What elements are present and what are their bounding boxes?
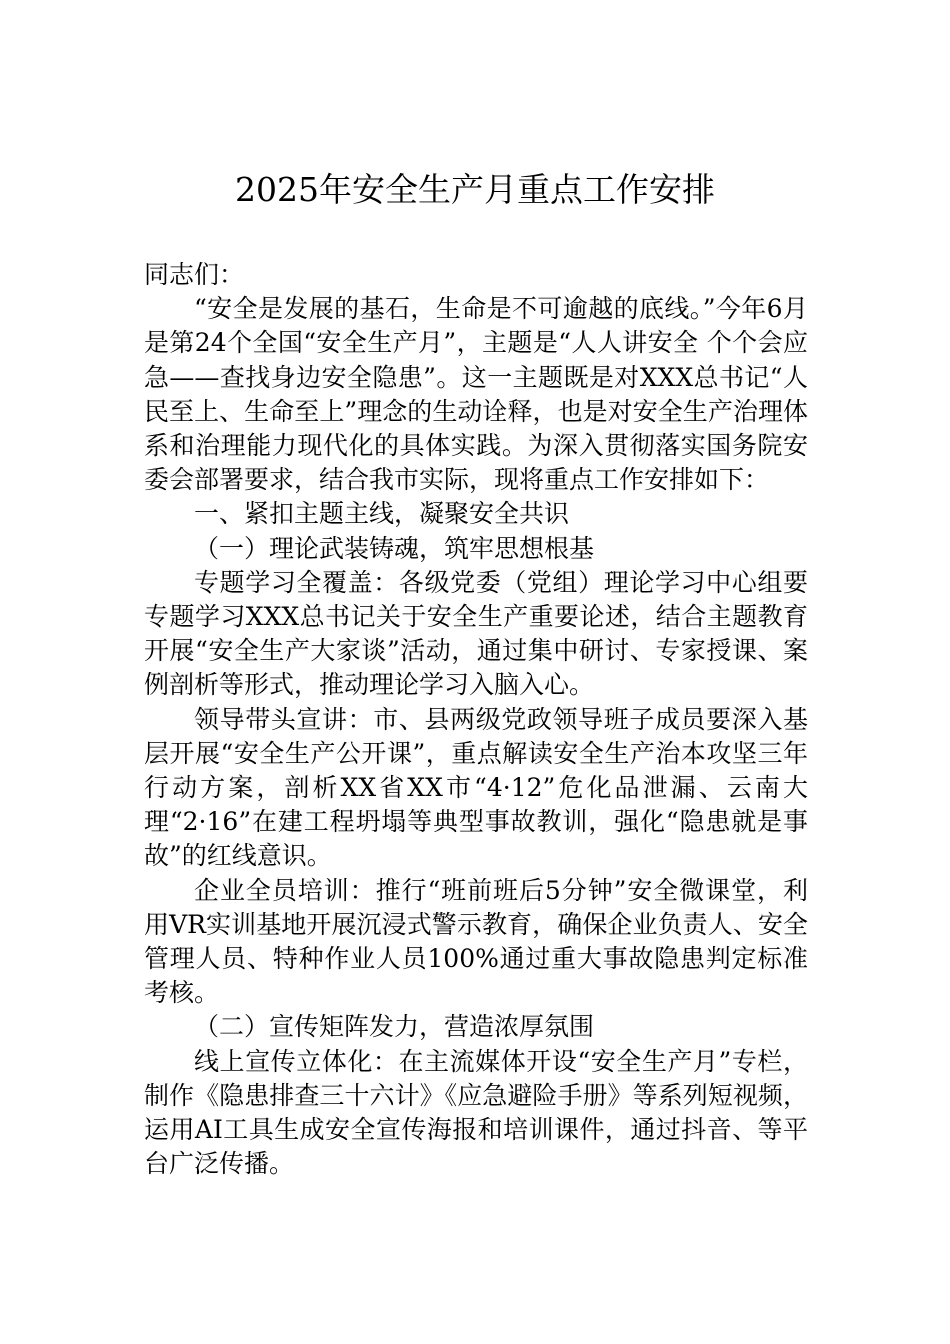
section-heading-1: 一、紧扣主题主线，凝聚安全共识: [194, 499, 570, 529]
paragraph-intro: “安全是发展的基石，生命是不可逾越的底线。”今年6月是第24个全国“安全生产月”，主题是“人人讲安全 个个会应急——查找身边安全隐患”。这一主题既是对XXX总书记“人民至上、生命至上”理念的生动诠释，也是对安全生产治理体系和治理能力现代化的具体实践。为深入贯彻落实国务院安委会部署要求，结合我市实际，现将重点工作安排如下：: [144, 294, 808, 495]
document-title: 2025年安全生产月重点工作安排: [235, 170, 715, 209]
salutation: 同志们：: [144, 260, 245, 289]
document-body: [144, 258, 808, 1181]
paragraph-study: 专题学习全覆盖：各级党委（党组）理论学习中心组要专题学习XXX总书记关于安全生产重要论述，结合主题教育开展“安全生产大家谈”活动，通过集中研讨、专家授课、案例剖析等形式，推动理论学习入脑入心。: [144, 567, 808, 700]
paragraph-training: 企业全员培训：推行“班前班后5分钟”安全微课堂，利用VR实训基地开展沉浸式警示教育，确保企业负责人、安全管理人员、特种作业人员100%通过重大事故隐患判定标准考核。: [144, 875, 808, 1008]
paragraph-leadership: 领导带头宣讲：市、县两级党政领导班子成员要深入基层开展“安全生产公开课”，重点解读安全生产治本攻坚三年行动方案，剖析XX省XX市“4·12”危化品泄漏、云南大理“2·16”在建工程坍塌等典型事故教训，强化“隐患就是事故”的红线意识。: [144, 704, 808, 871]
subsection-heading-2: （二）宣传矩阵发力，营造浓厚氛围: [194, 1012, 595, 1042]
paragraph-online-publicity: 线上宣传立体化：在主流媒体开设“安全生产月”专栏，制作《隐患排查三十六计》《应急避险手册》等系列短视频，运用AI工具生成安全宣传海报和培训课件，通过抖音、等平台广泛传播。: [144, 1046, 808, 1179]
subsection-heading-1: （一）理论武装铸魂，筑牢思想根基: [194, 533, 595, 563]
